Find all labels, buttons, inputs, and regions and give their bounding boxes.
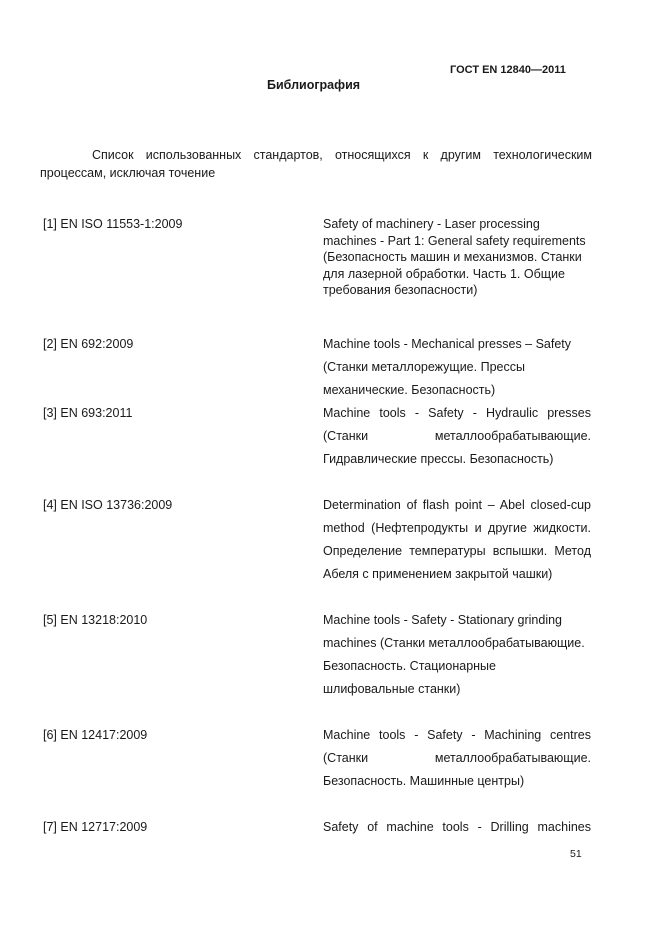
entry-description: Machine tools - Mechanical presses – Safety (Станки металлорежущие. Прессы механические. Безопасность) bbox=[323, 337, 572, 397]
entry-description: Determination of flash point – Abel closed-cup method (Нефтепродукты и другие жидкости. Определение температуры вспышки. Метод Абеля с применением закрытой чашки) bbox=[323, 498, 591, 581]
document-code-header: ГОСТ EN 12840—2011 bbox=[450, 64, 566, 76]
entry-description: Machine tools - Safety - Stationary grinding machines (Станки металлообрабатывающие. Безопасность. Стационарные шлифовальные станки) bbox=[323, 613, 585, 696]
entry-reference: [6] EN 12417:2009 bbox=[43, 728, 148, 742]
entry-reference: [4] EN ISO 13736:2009 bbox=[43, 498, 173, 512]
page-title: Библиография bbox=[267, 78, 361, 92]
entry-reference: [5] EN 13218:2010 bbox=[43, 613, 148, 627]
page-number: 51 bbox=[570, 848, 582, 860]
entry-reference: [1] EN ISO 11553-1:2009 bbox=[43, 217, 183, 231]
entry-reference: [2] EN 692:2009 bbox=[43, 337, 134, 351]
intro-paragraph: Список использованных стандартов, относящихся к другим технологическим процессам, исключая точение bbox=[40, 148, 592, 180]
entry-description: Machine tools - Safety - Hydraulic presses (Станки металлообрабатывающие. Гидравлические прессы. Безопасность) bbox=[323, 406, 591, 466]
entry-reference: [3] EN 693:2011 bbox=[43, 406, 133, 420]
entry-reference: [7] EN 12717:2009 bbox=[43, 820, 148, 834]
entry-description: Machine tools - Safety - Machining centres (Станки металлообрабатывающие. Безопасность. Машинные центры) bbox=[323, 728, 591, 788]
entry-description: Safety of machine tools - Drilling machines bbox=[323, 820, 591, 834]
entry-description: Safety of machinery - Laser processing machines - Part 1: General safety requirements (Безопасность машин и механизмов. Станки для лазерной обработки. Часть 1. Общие требования безопасности) bbox=[323, 217, 586, 297]
